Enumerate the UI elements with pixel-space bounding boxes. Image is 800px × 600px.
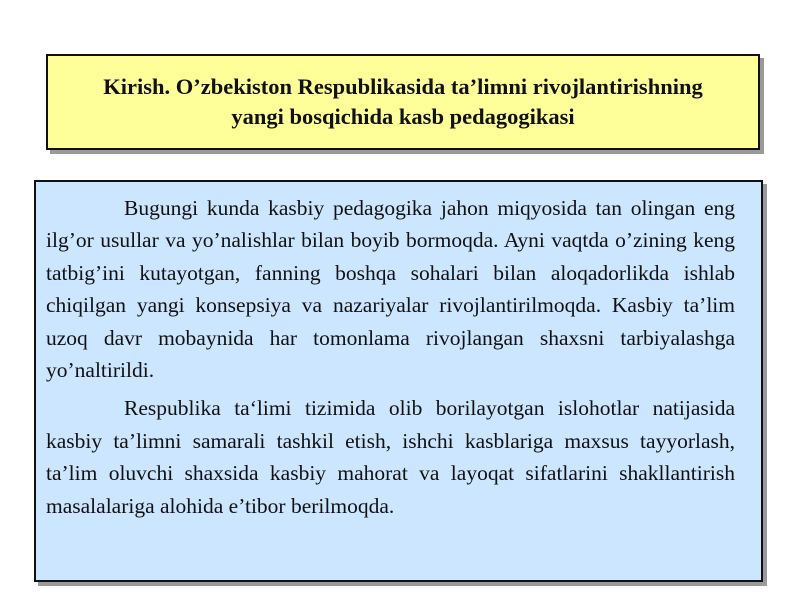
slide-title-line-2: yangi bosqichida kasb pedagogikasi: [231, 104, 575, 129]
slide-title-line-1: Kirish. O’zbekiston Respublikasida ta’limni rivojlantirishning: [103, 74, 703, 99]
slide-title: [91, 72, 714, 132]
content-box: [34, 180, 763, 582]
paragraph-1: Bugungi kunda kasbiy pedagogika jahon miqyosida tan olingan eng ilg’or usullar va yo’nalishlar bilan boyib bormoqda. Ayni vaqtda o’zining keng tatbig’ini kutayotgan, fanning boshqa sohalari bilan aloqadorlikda ishlab chiqilgan yangi konsepsiya va nazariyalar rivojlantirilmoqda. Kasbiy ta’lim uzoq davr mobaynida har tomonlama rivojlangan shaxsni tarbiyalashga yo’naltirildi.: [46, 196, 735, 383]
paragraph-2: Respublika ta‘limi tizimida olib borilayotgan islohotlar natijasida kasbiy ta’limni samarali tashkil etish, ishchi kasblariga maxsus tayyorlash, ta’lim oluvchi shaxsida kasbiy mahorat va layoqat sifatlarini shakllantirish masalalariga alohida e’tibor berilmoqda.: [46, 396, 735, 518]
title-box: [46, 54, 760, 150]
